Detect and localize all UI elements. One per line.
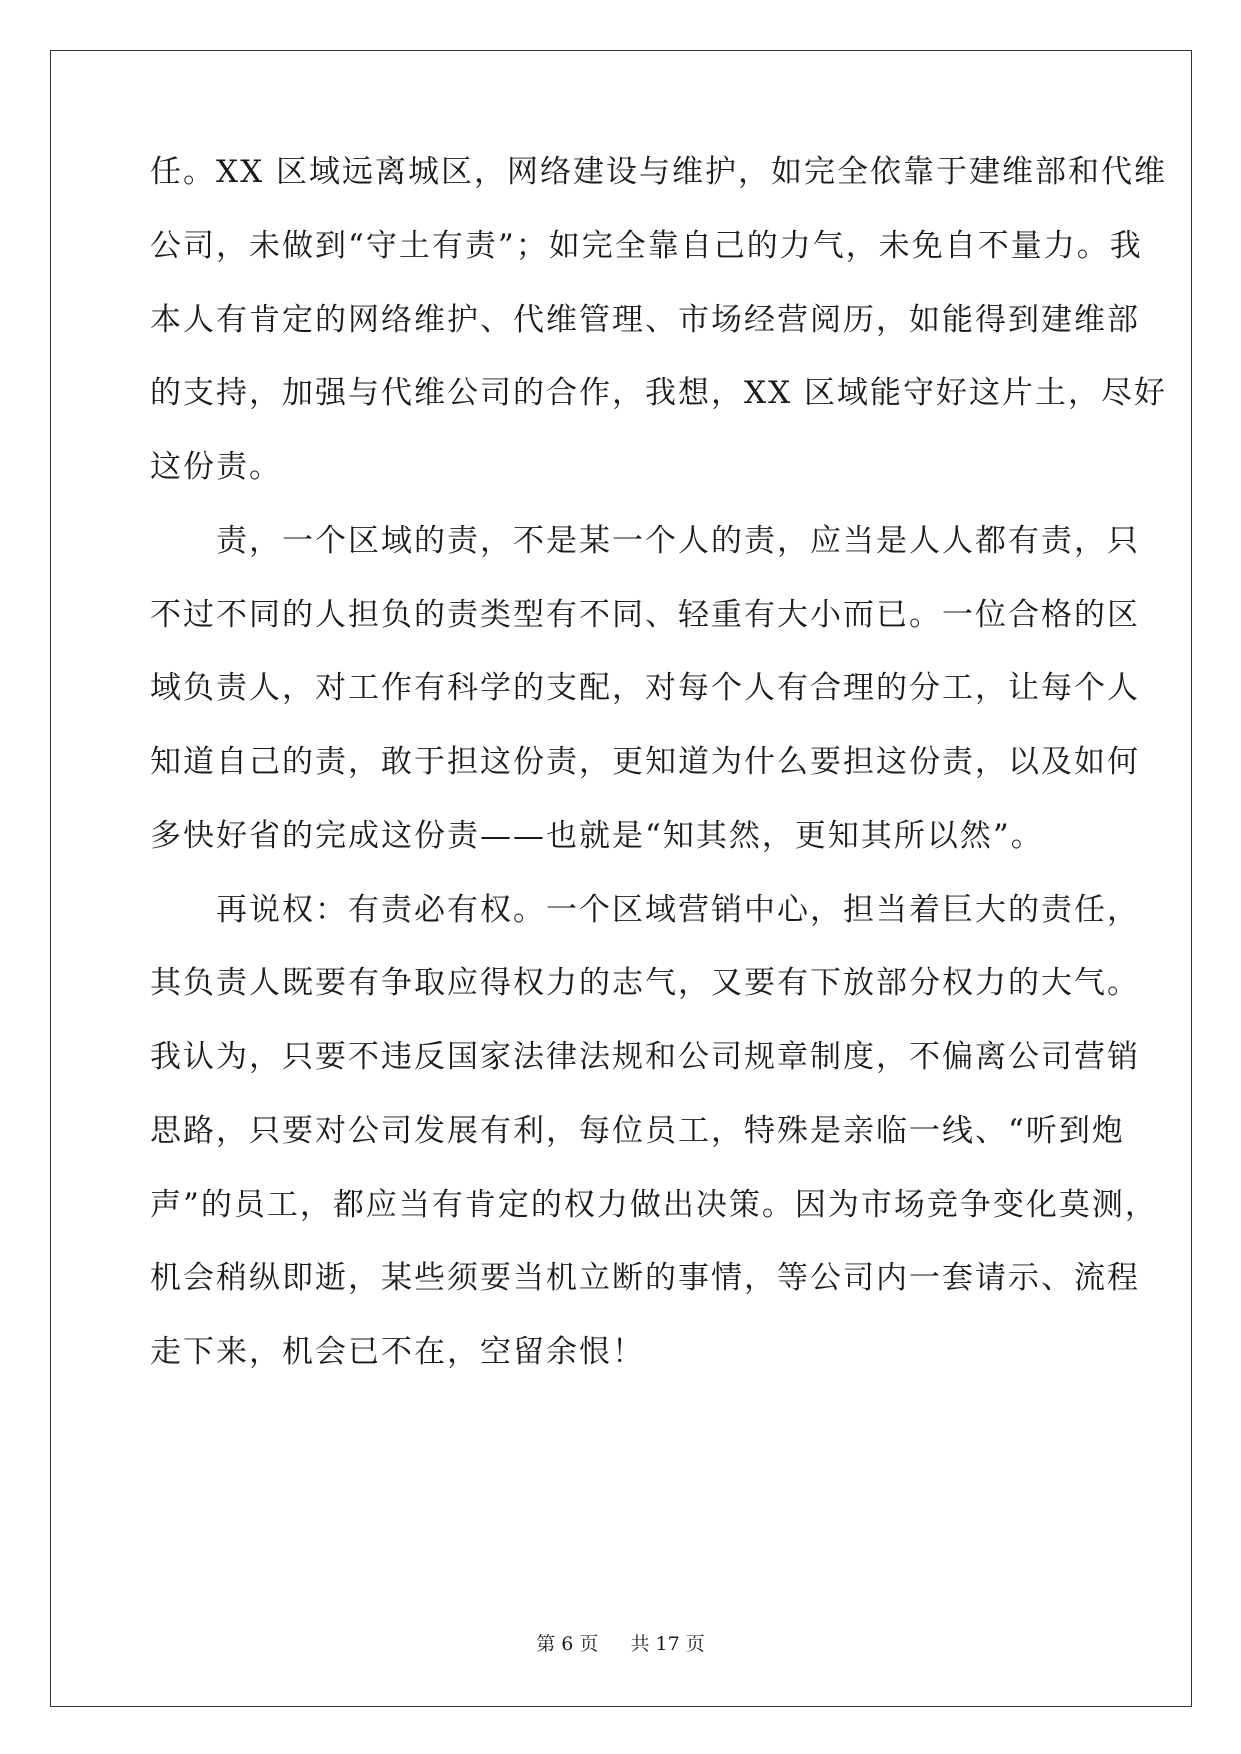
text-line: 声”的员工，都应当有肯定的权力做出决策。因为市场竞争变化莫测， <box>150 1187 1158 1223</box>
text-line: 任。XX 区域远离城区，网络建设与维护，如完全依靠于建维部和代维 <box>150 154 1167 190</box>
page-total: 共 17 页 <box>630 1633 705 1655</box>
text-line: 我认为，只要不违反国家法律法规和公司规章制度，不偏离公司营销 <box>150 1039 1140 1075</box>
text-line: 不过不同的人担负的责类型有不同、轻重有大小而已。一位合格的区 <box>150 597 1140 633</box>
page-number: 第 6 页 <box>536 1633 599 1655</box>
text-line: 公司，未做到“守土有责”；如完全靠自己的力气，未免自不量力。我 <box>150 228 1143 264</box>
text-line: 思路，只要对公司发展有利，每位员工，特殊是亲临一线、“听到炮 <box>150 1113 1125 1149</box>
page-border <box>50 50 1192 1707</box>
text-line: 知道自己的责，敢于担这份责，更知道为什么要担这份责，以及如何 <box>150 744 1140 780</box>
text-line: 本人有肯定的网络维护、代维管理、市场经营阅历，如能得到建维部 <box>150 302 1140 338</box>
text-line: 其负责人既要有争取应得权力的志气，又要有下放部分权力的大气。 <box>150 965 1140 1001</box>
text-line: 的支持，加强与代维公司的合作，我想，XX 区域能守好这片土，尽好 <box>150 375 1167 411</box>
text-line: 走下来，机会已不在，空留余恨！ <box>150 1334 645 1370</box>
text-line: 多快好省的完成这份责——也就是“知其然，更知其所以然”。 <box>150 818 1044 854</box>
text-line: 再说权：有责必有权。一个区域营销中心，担当着巨大的责任， <box>150 892 1140 928</box>
text-line: 域负责人，对工作有科学的支配，对每个人有合理的分工，让每个人 <box>150 670 1140 706</box>
page-footer <box>0 1632 1241 1656</box>
text-line: 机会稍纵即逝，某些须要当机立断的事情，等公司内一套请示、流程 <box>150 1260 1140 1296</box>
text-line: 这份责。 <box>150 449 282 485</box>
text-line: 责，一个区域的责，不是某一个人的责，应当是人人都有责，只 <box>150 523 1140 559</box>
